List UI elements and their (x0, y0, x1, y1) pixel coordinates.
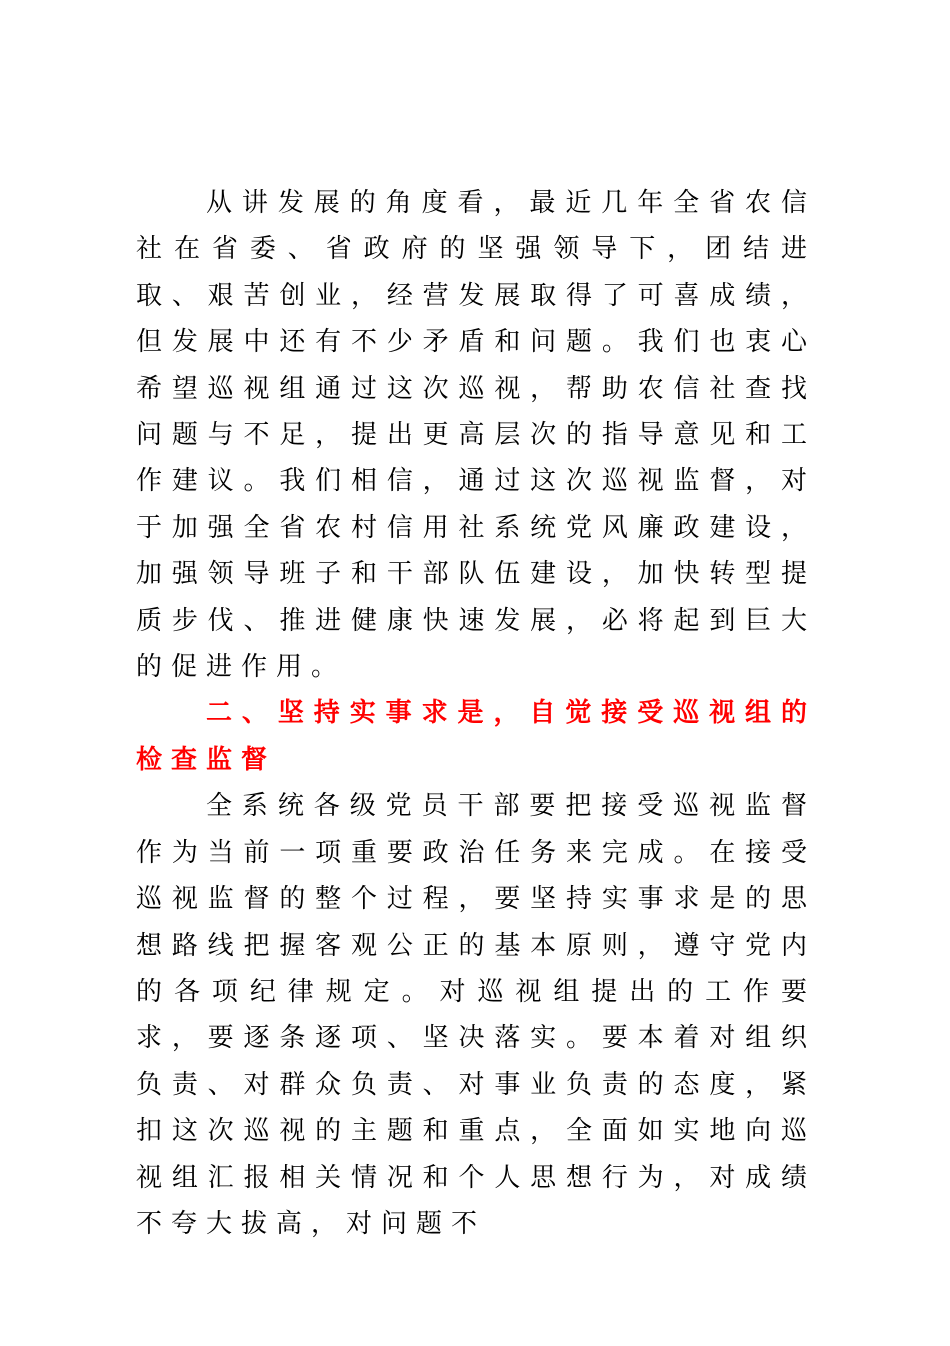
document-body (136, 180, 816, 1247)
section-heading-2: 二、坚持实事求是，自觉接受巡视组的检查监督 (136, 698, 816, 775)
paragraph-supervision: 全系统各级党员干部要把接受巡视监督作为当前一项重要政治任务来完成。在接受巡视监督的整个过程，要坚持实事求是的思想路线把握客观公正的基本原则，遵守党内的各项纪律规定。对巡视组提出的工作要求，要逐条逐项、坚决落实。要本着对组织负责、对群众负责、对事业负责的态度，紧扣这次巡视的主题和重点，全面如实地向巡视组汇报相关情况和个人思想行为，对成绩不夸大拔高，对问题不 (136, 791, 816, 1239)
paragraph-development: 从讲发展的角度看，最近几年全省农信社在省委、省政府的坚强领导下，团结进取、艰苦创业，经营发展取得了可喜成绩，但发展中还有不少矛盾和问题。我们也衷心希望巡视组通过这次巡视，帮助农信社查找问题与不足，提出更高层次的指导意见和工作建议。我们相信，通过这次巡视监督，对于加强全省农村信用社系统党风廉政建设，加强领导班子和干部队伍建设，加快转型提质步伐、推进健康快速发展，必将起到巨大的促进作用。 (136, 188, 816, 683)
